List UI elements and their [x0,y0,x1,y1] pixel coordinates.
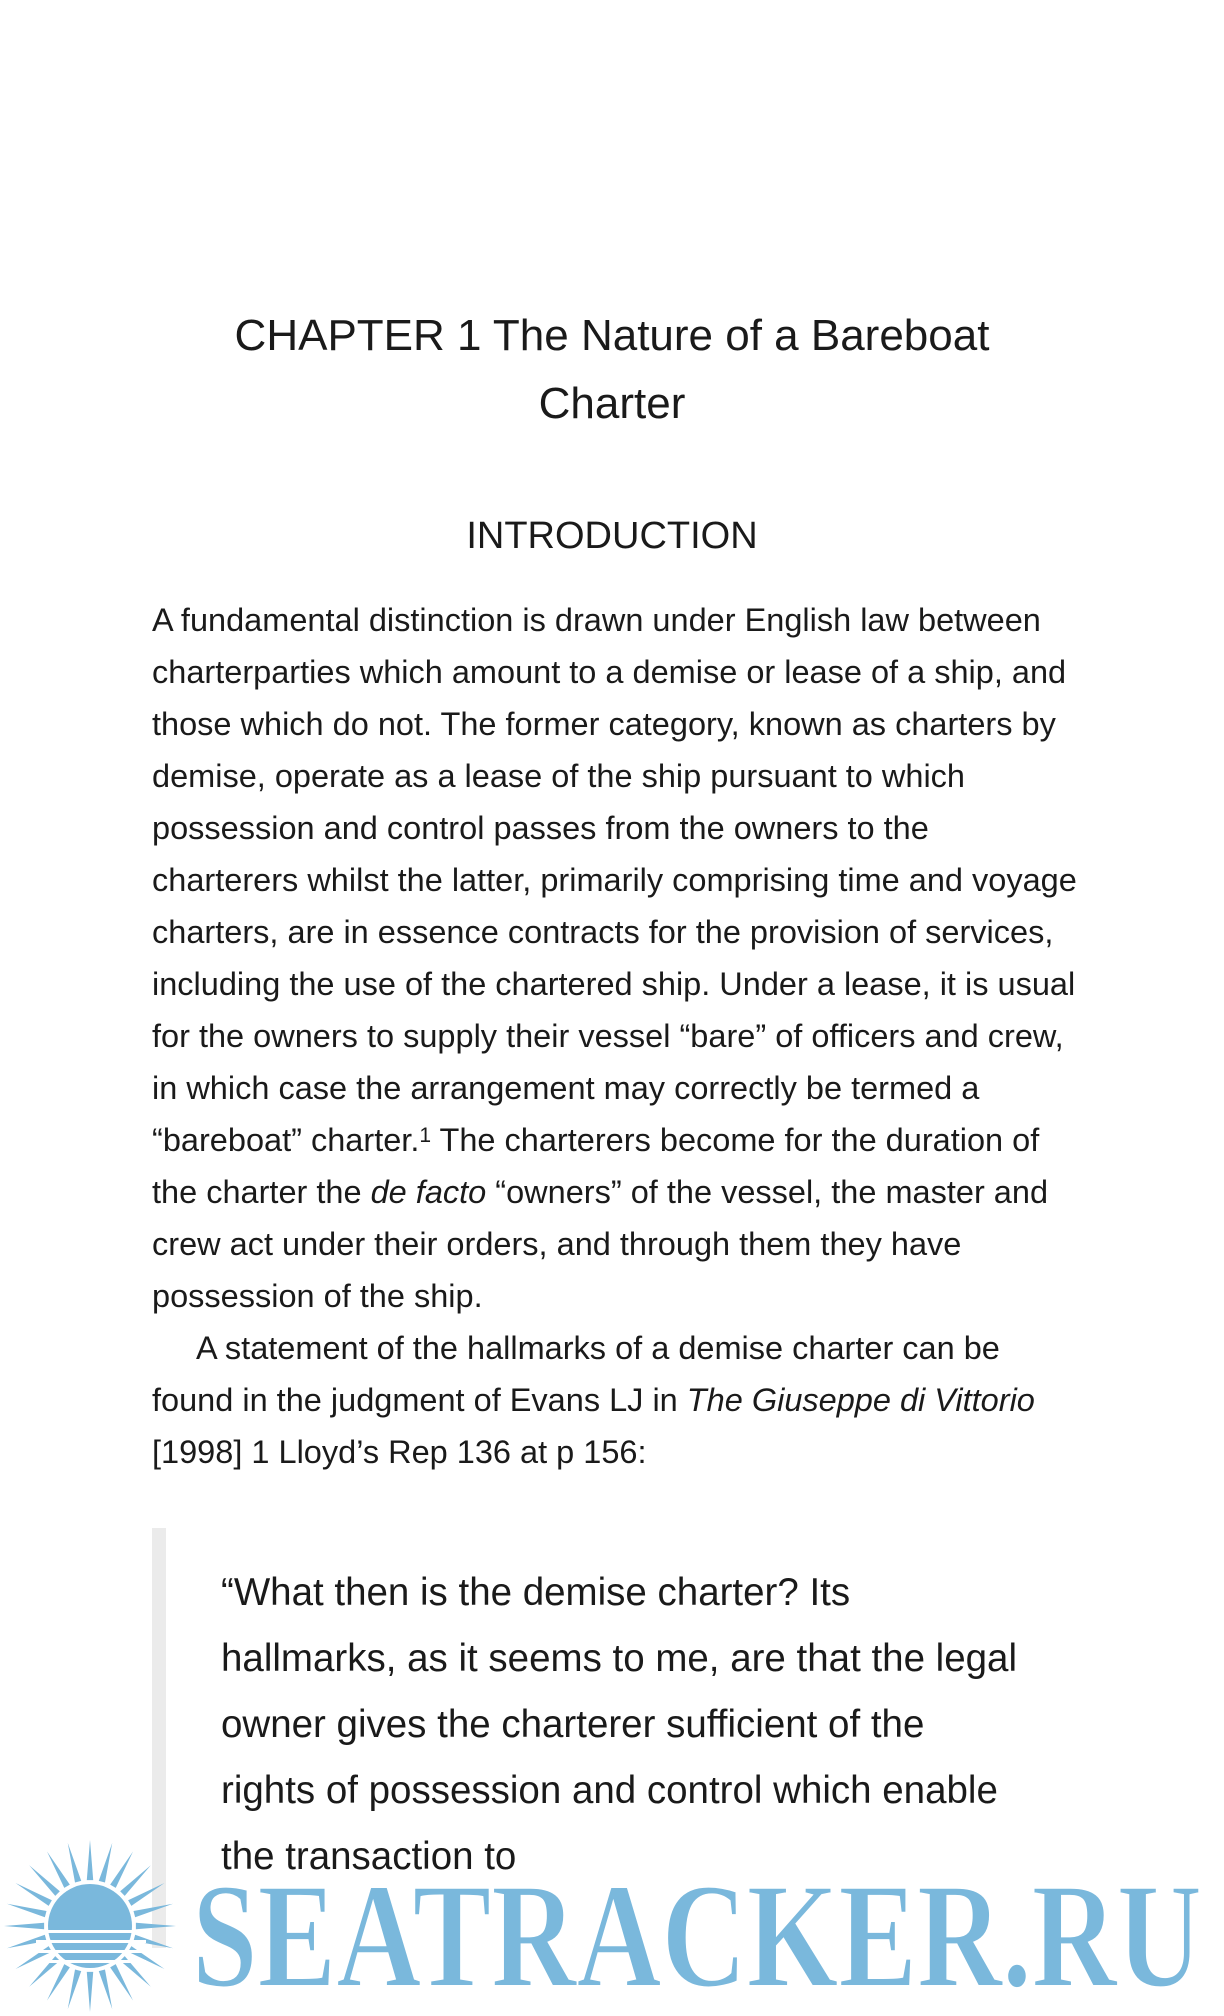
paragraph-1-part-2: The charterers become for the duration of the charter the [152,1122,1040,1210]
watermark [0,1836,1224,2016]
paragraph-1-part-3: “owners” of the vessel, the master and crew act under their orders, and through them they have possession of the ship. [152,1174,1049,1314]
body-text [152,594,1082,1478]
quote-text: “What then is the demise charter? Its hallmarks, as it seems to me, are that the legal owner gives the charterer sufficient of the rights of possession and control which enable the transaction to [221,1571,1018,1878]
paragraph-2 [152,1322,1082,1478]
paragraph-1 [152,594,1082,1322]
section-heading: INTRODUCTION [466,515,758,557]
italic-term: de facto [370,1174,487,1210]
paragraph-2-part-1: A statement of the hallmarks of a demise charter can be found in the judgment of Evans LJ in [152,1330,1000,1418]
paragraph-1-part-1: A fundamental distinction is drawn under English law between charterparties which amount to a demise or lease of a ship, and those which do not. The former category, known as charters by demise, operate as a lease of the ship pursuant to which possession and control passes from the owners to the charterers whilst the latter, primarily comprising time and voyage charters, are in essence contracts for the provision of services, including the use of the chartered ship. Under a lease, it is usual for the owners to supply their vessel “bare” of officers and crew, in which case the arrangement may correctly be termed a “bareboat” charter. [152,602,1077,1158]
watermark-text: SEATRACKER.RU [192,1853,1202,2016]
chapter-title [150,302,1074,438]
chapter-title-line-2: Charter [538,379,686,428]
sun-icon [4,1840,176,2012]
paragraph-2-part-2: [1998] 1 Lloyd’s Rep 136 at p 156: [152,1434,647,1470]
case-name: The Giuseppe di Vittorio [686,1382,1035,1418]
footnote-reference[interactable]: 1 [419,1124,432,1147]
chapter-title-line-1: CHAPTER 1 The Nature of a Bareboat [234,311,990,360]
